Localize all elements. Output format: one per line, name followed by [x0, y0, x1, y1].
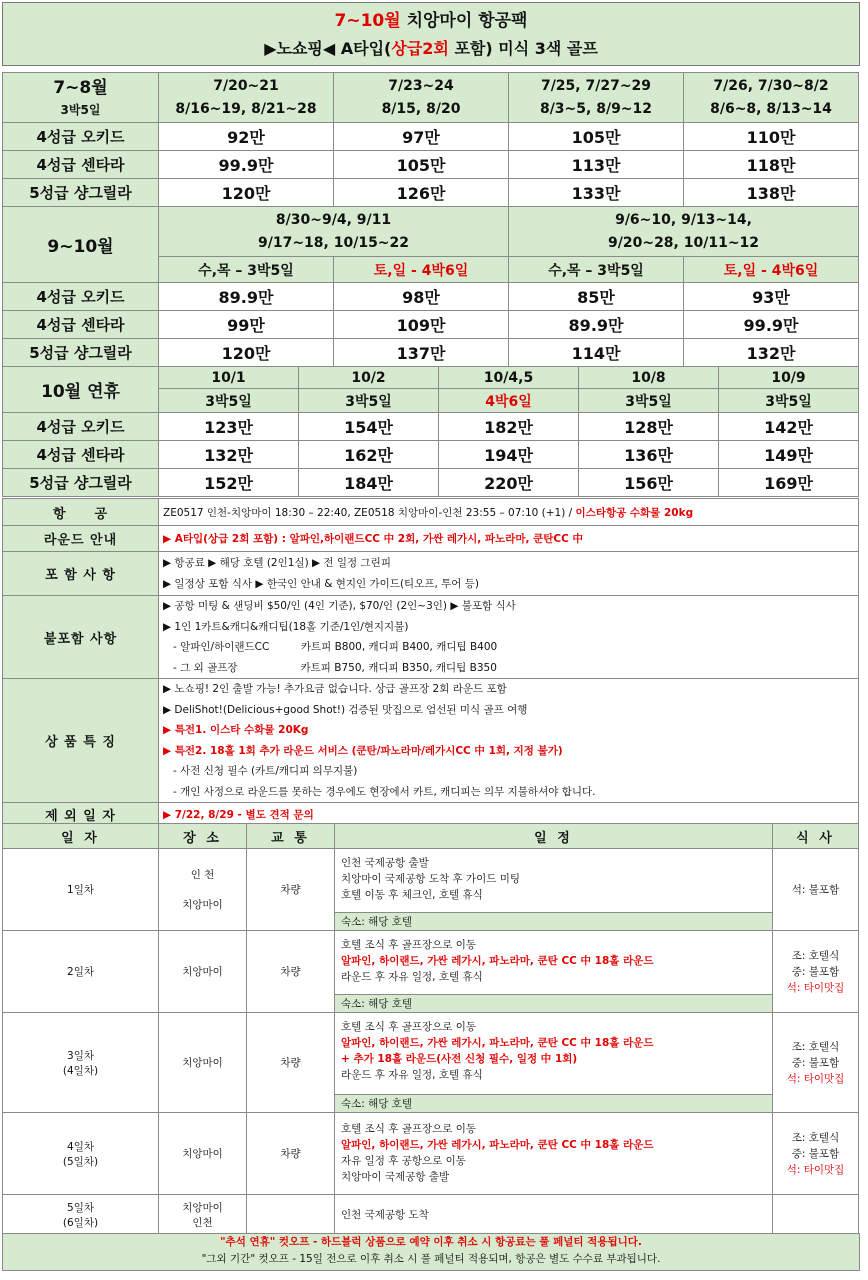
schedule-meal: 조: 호텔식 중: 불포함 석: 타이맛집: [773, 1013, 859, 1113]
schedule-hotel: 숙소: 해당 호텔: [335, 913, 773, 931]
price-cell: 109만: [334, 311, 509, 339]
schedule-transport: [247, 1195, 335, 1235]
schedule-place: 치앙마이: [159, 931, 247, 1013]
price-cell: 89.9만: [159, 283, 334, 311]
feature-info: ▶ 노쇼핑! 2인 출발 가능! 추가요금 없습니다. 상급 골프장 2회 라운드 포함 ▶ DeliShot!(Delicious+good Shot!) 검증된 맛집으로 엄선된 미식 골프 여행 ▶ 특전1. 이스타 수화물 20Kg ▶ 특전2. 18홀 1회 추가 라운드 서비스 (쿤탄/파노라마/레가시CC 中 1회, 지정 불가) - 사전 신청 필수 (카트/캐디피 의무지불) - 개인 사정으로 라운드를 못하는 경우에도 현장에서 카트, 캐디피는 의무 지불하셔야 합니다.: [159, 679, 859, 803]
price-cell: 194만: [439, 441, 579, 469]
page-title: 7~10월 치앙마이 항공팩: [334, 11, 528, 31]
schedule-place: 치앙마이: [159, 1013, 247, 1113]
except-label: 제 외 일 자: [3, 803, 159, 827]
schedule-header: 일 자: [3, 824, 159, 849]
price-cell: 105만: [509, 123, 684, 151]
schedule-transport: 차량: [247, 931, 335, 1013]
price-cell: 110만: [684, 123, 859, 151]
price-cell: 133만: [509, 179, 684, 207]
date-group: 7/23~24 8/15, 8/20: [334, 73, 509, 123]
price-table-sep-oct: [2, 206, 859, 367]
schedule-day: 5일차 (6일차): [3, 1195, 159, 1235]
season-label: 9~10월: [3, 207, 159, 283]
schedule-meal: 조: 호텔식 중: 불포함 석: 타이맛집: [773, 931, 859, 1013]
price-cell: 152만: [159, 469, 299, 497]
price-table-oct-holiday: [2, 366, 859, 497]
schedule-place: 치앙마이: [159, 1113, 247, 1195]
holiday-duration: 3박5일: [299, 389, 439, 413]
stay-type: 수,목 – 3박5일: [159, 257, 334, 283]
schedule-header: 일 정: [335, 824, 773, 849]
hotel-label: 4성급 센타라: [3, 441, 159, 469]
price-cell: 136만: [579, 441, 719, 469]
notice-holiday: "추석 연휴" 컷오프 - 하드블럭 상품으로 예약 이후 취소 시 항공료는 풀 페널티 적용됩니다.: [220, 1236, 642, 1248]
schedule-meal: 조: 호텔식 중: 불포함 석: 타이맛집: [773, 1113, 859, 1195]
price-cell: 113만: [509, 151, 684, 179]
price-cell: 114만: [509, 339, 684, 367]
holiday-duration: 4박6일: [439, 389, 579, 413]
exclude-label: 불포함 사항: [3, 596, 159, 679]
season-label: 7~8월 3박5일: [3, 73, 159, 123]
title-banner: [2, 2, 860, 66]
price-cell: 99.9만: [159, 151, 334, 179]
round-info: ▶ A타입(상급 2회 포함) : 알파인,하이랜드CC 中 2회, 가싼 레가시, 파노라마, 쿤탄CC 中: [159, 526, 859, 552]
hotel-label: 4성급 오키드: [3, 123, 159, 151]
season-label: 10월 연휴: [3, 367, 159, 413]
price-cell: 99.9만: [684, 311, 859, 339]
price-cell: 93만: [684, 283, 859, 311]
flight-label: 항 공: [3, 499, 159, 526]
price-cell: 97만: [334, 123, 509, 151]
round-label: 라운드 안내: [3, 526, 159, 552]
hotel-label: 4성급 센타라: [3, 311, 159, 339]
price-cell: 128만: [579, 413, 719, 441]
date-group: 8/30~9/4, 9/11 9/17~18, 10/15~22: [159, 207, 509, 257]
date-group: 7/20~21 8/16~19, 8/21~28: [159, 73, 334, 123]
schedule-header: 교 통: [247, 824, 335, 849]
price-cell: 132만: [159, 441, 299, 469]
date-group: 7/26, 7/30~8/2 8/6~8, 8/13~14: [684, 73, 859, 123]
holiday-duration: 3박5일: [159, 389, 299, 413]
schedule-header: 장 소: [159, 824, 247, 849]
price-cell: 105만: [334, 151, 509, 179]
schedule-transport: 차량: [247, 1113, 335, 1195]
info-table: [2, 498, 859, 827]
price-cell: 156만: [579, 469, 719, 497]
schedule-day: 1일차: [3, 849, 159, 931]
price-cell: 123만: [159, 413, 299, 441]
date-group: 7/25, 7/27~29 8/3~5, 8/9~12: [509, 73, 684, 123]
price-cell: 220만: [439, 469, 579, 497]
price-cell: 118만: [684, 151, 859, 179]
price-cell: 142만: [719, 413, 859, 441]
schedule-hotel: 숙소: 해당 호텔: [335, 995, 773, 1013]
schedule-detail: 인천 국제공항 출발 치앙마이 국제공항 도착 후 가이드 미팅 호텔 이동 후 체크인, 호텔 휴식: [335, 849, 773, 913]
hotel-label: 4성급 오키드: [3, 413, 159, 441]
price-cell: 137만: [334, 339, 509, 367]
price-table-jul-aug: [2, 72, 859, 207]
schedule-meal: 석: 불포함: [773, 849, 859, 931]
price-cell: 138만: [684, 179, 859, 207]
schedule-meal: [773, 1195, 859, 1235]
include-info: ▶ 항공료 ▶ 해당 호텔 (2인1실) ▶ 전 일정 그린피 ▶ 일정상 포함 식사 ▶ 한국인 안내 & 현지인 가이드(티오프, 투어 등): [159, 552, 859, 596]
holiday-date: 10/8: [579, 367, 719, 389]
schedule-place: 인 천 치앙마이: [159, 849, 247, 931]
schedule-place: 치앙마이 인천: [159, 1195, 247, 1235]
stay-type: 수,목 – 3박5일: [509, 257, 684, 283]
price-cell: 99만: [159, 311, 334, 339]
page-subtitle: ▶노쇼핑◀ A타입(상급2회 포함) 미식 3색 골프: [264, 39, 598, 58]
stay-type: 토,일 - 4박6일: [334, 257, 509, 283]
price-cell: 182만: [439, 413, 579, 441]
schedule-header: 식 사: [773, 824, 859, 849]
exclude-info: ▶ 공항 미팅 & 샌딩비 $50/인 (4인 기준), $70/인 (2인~3인) ▶ 불포함 식사 ▶ 1인 1카트&캐디&캐디팁(18홀 기준/1인/현지지불) - 알파인/하이랜드CC 카트피 B800, 캐디피 B400, 캐디팁 B400 - 그 외 골프장 카트피 B750, 캐디피 B350, 캐디팁 B350: [159, 596, 859, 679]
hotel-label: 4성급 오키드: [3, 283, 159, 311]
price-cell: 154만: [299, 413, 439, 441]
price-cell: 149만: [719, 441, 859, 469]
flight-info: ZE0517 인천-치앙마이 18:30 – 22:40, ZE0518 치앙마이-인천 23:55 – 07:10 (+1) / 이스타항공 수화물 20kg: [159, 499, 859, 526]
hotel-label: 5성급 샹그릴라: [3, 469, 159, 497]
include-label: 포 함 사 항: [3, 552, 159, 596]
schedule-day: 2일차: [3, 931, 159, 1013]
schedule-hotel: 숙소: 해당 호텔: [335, 1095, 773, 1113]
schedule-detail: 호텔 조식 후 골프장으로 이동 알파인, 하이랜드, 가싼 레가시, 파노라마, 쿤탄 CC 中 18홀 라운드 자유 일정 후 공항으로 이동 치앙마이 국제공항 출발: [335, 1113, 773, 1195]
feature-label: 상 품 특 징: [3, 679, 159, 803]
holiday-duration: 3박5일: [579, 389, 719, 413]
holiday-duration: 3박5일: [719, 389, 859, 413]
stay-type: 토,일 - 4박6일: [684, 257, 859, 283]
holiday-date: 10/4,5: [439, 367, 579, 389]
price-cell: 132만: [684, 339, 859, 367]
schedule-transport: 차량: [247, 849, 335, 931]
price-cell: 89.9만: [509, 311, 684, 339]
price-cell: 120만: [159, 179, 334, 207]
price-cell: 184만: [299, 469, 439, 497]
hotel-label: 4성급 센타라: [3, 151, 159, 179]
hotel-label: 5성급 샹그릴라: [3, 339, 159, 367]
schedule-detail: 호텔 조식 후 골프장으로 이동 알파인, 하이랜드, 가싼 레가시, 파노라마, 쿤탄 CC 中 18홀 라운드 라운드 후 자유 일정, 호텔 휴식: [335, 931, 773, 995]
holiday-date: 10/1: [159, 367, 299, 389]
price-cell: 162만: [299, 441, 439, 469]
holiday-date: 10/9: [719, 367, 859, 389]
price-cell: 169만: [719, 469, 859, 497]
schedule-day: 3일차 (4일차): [3, 1013, 159, 1113]
price-cell: 85만: [509, 283, 684, 311]
price-cell: 92만: [159, 123, 334, 151]
hotel-label: 5성급 샹그릴라: [3, 179, 159, 207]
schedule-day: 4일차 (5일차): [3, 1113, 159, 1195]
price-cell: 126만: [334, 179, 509, 207]
schedule-detail: 인천 국제공항 도착: [335, 1195, 773, 1235]
price-cell: 120만: [159, 339, 334, 367]
cancellation-notice: [2, 1233, 860, 1271]
schedule-detail: 호텔 조식 후 골프장으로 이동 알파인, 하이랜드, 가싼 레가시, 파노라마, 쿤탄 CC 中 18홀 라운드 + 추가 18홀 라운드(사전 신청 필수, 일정 中 1회) 라운드 후 자유 일정, 호텔 휴식: [335, 1013, 773, 1095]
holiday-date: 10/2: [299, 367, 439, 389]
notice-other: "그외 기간" 컷오프 - 15일 전으로 이후 취소 시 풀 페널티 적용되며, 항공은 별도 수수료 부과됩니다.: [201, 1253, 661, 1265]
date-group: 9/6~10, 9/13~14, 9/20~28, 10/11~12: [509, 207, 859, 257]
price-cell: 98만: [334, 283, 509, 311]
except-info: ▶ 7/22, 8/29 - 별도 견적 문의: [159, 803, 859, 827]
schedule-table: [2, 823, 859, 1235]
schedule-transport: 차량: [247, 1013, 335, 1113]
